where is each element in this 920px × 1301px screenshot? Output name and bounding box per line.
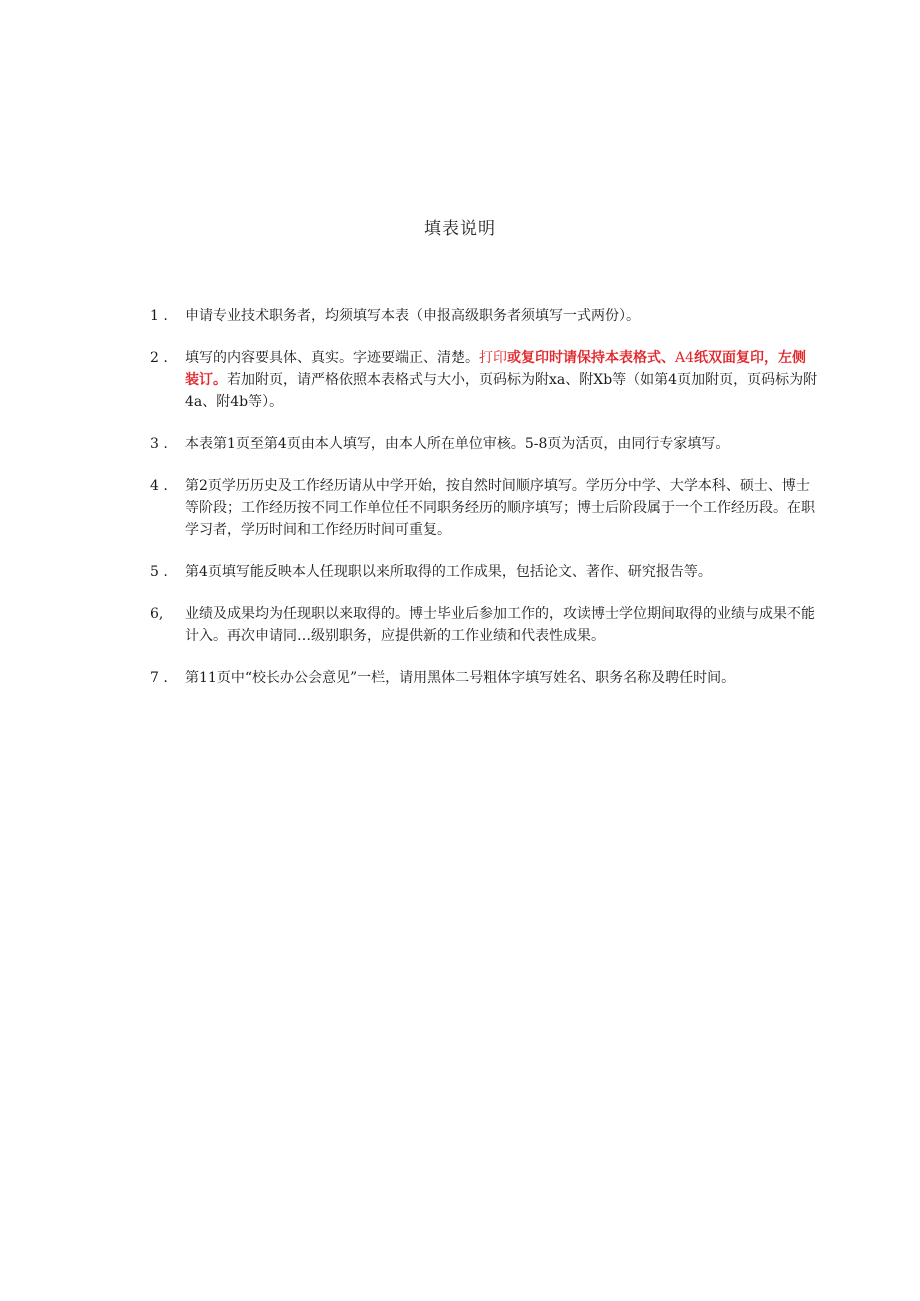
- highlight-text: 打印: [479, 350, 507, 366]
- list-item: [150, 561, 820, 583]
- item-text-part: 若加附页，请严格依照本表格式与大小，页码标为附xa、附Xb等（如第4页加附页，页码标为附4a、附4b等）。: [185, 372, 818, 410]
- list-item: [150, 347, 820, 413]
- item-text: 业绩及成果均为任现职以来取得的。博士毕业后参加工作的，攻读博士学位期间取得的业绩与成果不能计入。再次申请同…级别职务，应提供新的工作业绩和代表性成果。: [185, 606, 815, 644]
- list-item: [150, 305, 820, 327]
- item-text: [185, 347, 820, 413]
- item-number: 4 .: [150, 478, 168, 494]
- item-number: 3 .: [150, 436, 168, 452]
- page-title: 填表说明: [424, 219, 496, 239]
- highlight-bold-text: 或复印时请保持本表格式、: [507, 350, 675, 366]
- item-number: 5 .: [150, 564, 168, 580]
- item-text: 第4页填写能反映本人任现职以来所取得的工作成果，包括论文、著作、研究报告等。: [185, 564, 712, 580]
- highlight-bold-text: 纸双面复印，左侧装订。: [185, 350, 807, 388]
- instructions-list: [150, 305, 820, 709]
- item-number: 1 .: [150, 308, 168, 324]
- list-item: [150, 667, 820, 689]
- item-text: 第2页学历历史及工作经历请从中学开始，按自然时间顺序填写。学历分中学、大学本科、硕士、博士等阶段；工作经历按不同工作单位任不同职务经历的顺序填写；博士后阶段属于一个工作经历段。在职学习者，学历时间和工作经历时间可重复。: [185, 478, 815, 538]
- list-item: [150, 603, 820, 647]
- list-item: [150, 475, 820, 541]
- item-text: 第11页中“校长办公会意见”一栏，请用黑体二号粗体字填写姓名、职务名称及聘任时间。: [185, 670, 736, 686]
- item-text-part: 填写的内容要具体、真实。字迹要端正、清楚。: [185, 350, 479, 366]
- item-text: 本表第1页至第4页由本人填写，由本人所在单位审核。5-8页为活页，由同行专家填写。: [185, 436, 730, 452]
- item-number: 7 .: [150, 670, 168, 686]
- item-text: 申请专业技术职务者，均须填写本表（申报高级职务者须填写一式两份）。: [185, 308, 640, 324]
- highlight-text: A4: [675, 350, 695, 366]
- item-number: 6,: [150, 606, 164, 622]
- list-item: [150, 433, 820, 455]
- item-number: 2 .: [150, 350, 168, 366]
